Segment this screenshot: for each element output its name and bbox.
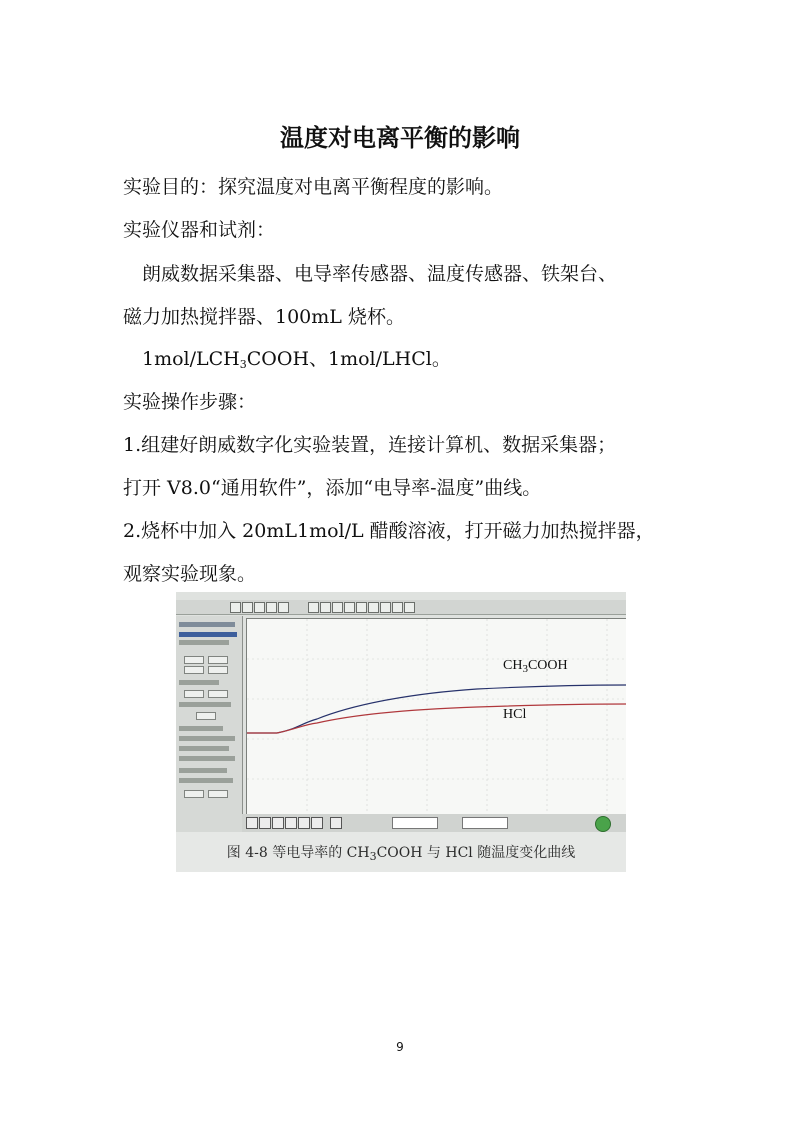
caption-subscript: 3 <box>369 850 377 863</box>
step2-line-2: 观察实验现象。 <box>123 563 257 585</box>
side-panel-button <box>184 656 204 664</box>
side-panel-row <box>179 640 229 645</box>
reagents-line <box>142 350 451 370</box>
side-panel-button <box>184 790 204 798</box>
bottom-bar-button <box>272 817 284 829</box>
toolbar-button <box>320 602 331 613</box>
x-coordinate-field <box>392 817 438 829</box>
toolbar-button <box>242 602 253 613</box>
software-screen <box>176 592 626 832</box>
reagents-text-2: COOH、1mol/LHCl。 <box>246 348 451 370</box>
bottom-bar-button <box>298 817 310 829</box>
side-panel-row <box>179 736 235 741</box>
purpose-line <box>123 178 503 197</box>
caption-text-1: 图 4-8 等电导率的 CH <box>226 845 370 861</box>
curve-plot-svg <box>247 619 626 815</box>
side-panel-row <box>179 702 231 707</box>
side-panel-button <box>208 790 228 798</box>
curve-plot-area <box>246 618 626 816</box>
reagents-subscript: 3 <box>239 358 247 371</box>
toolbar-button <box>380 602 391 613</box>
side-panel-row <box>179 756 235 761</box>
step1-line-2: 打开 V8.0“通用软件”，添加“电导率-温度”曲线。 <box>123 477 542 499</box>
purpose-text: 探究温度对电离平衡程度的影响。 <box>218 176 504 198</box>
side-panel-row <box>179 632 237 637</box>
bottom-bar-button <box>259 817 271 829</box>
caption-text-2: COOH 与 HCl 随温度变化曲线 <box>376 845 576 861</box>
bottom-bar-button <box>285 817 297 829</box>
purpose-label: 实验目的： <box>123 176 219 198</box>
figure-caption <box>176 842 626 863</box>
software-side-panel <box>176 616 243 832</box>
hcl-curve-label: HCl <box>503 707 527 722</box>
reagents-text-1: 1mol/LCH <box>142 348 240 370</box>
acetic-label-text-2: COOH <box>527 658 568 673</box>
side-panel-button <box>184 666 204 674</box>
acetic-acid-curve-label <box>503 658 568 675</box>
y-coordinate-field <box>462 817 508 829</box>
toolbar-button <box>404 602 415 613</box>
side-panel-row <box>179 768 227 773</box>
toolbar-button <box>392 602 403 613</box>
toolbar-button <box>356 602 367 613</box>
instruments-line-2: 磁力加热搅拌器、100mL 烧杯。 <box>123 306 405 328</box>
experiment-screenshot-photo <box>176 592 626 872</box>
software-toolbar <box>176 600 626 615</box>
side-panel-row <box>179 680 219 685</box>
step1-line-1: 1.组建好朗威数字化实验装置，连接计算机、数据采集器； <box>123 434 617 456</box>
bottom-bar-button <box>311 817 323 829</box>
side-panel-button <box>208 666 228 674</box>
plot-grid <box>247 619 626 815</box>
toolbar-button <box>308 602 319 613</box>
toolbar-button <box>344 602 355 613</box>
side-panel-button <box>196 712 216 720</box>
toolbar-button <box>230 602 241 613</box>
side-panel-button <box>208 656 228 664</box>
instruments-heading: 实验仪器和试剂： <box>123 219 276 241</box>
software-bottom-bar <box>242 814 626 832</box>
page-number: 9 <box>396 1040 404 1054</box>
acetic-label-text-1: CH <box>503 658 523 673</box>
side-panel-button <box>184 690 204 698</box>
toolbar-button <box>266 602 277 613</box>
toolbar-button <box>278 602 289 613</box>
bottom-bar-button <box>246 817 258 829</box>
page-title: 温度对电离平衡的影响 <box>280 124 520 152</box>
toolbar-button <box>254 602 265 613</box>
step2-line-1: 2.烧杯中加入 20mL1mol/L 醋酸溶液，打开磁力加热搅拌器， <box>123 520 655 542</box>
side-panel-row <box>179 746 229 751</box>
side-panel-row <box>179 778 233 783</box>
side-panel-row <box>179 726 223 731</box>
instruments-line-1: 朗威数据采集器、电导率传感器、温度传感器、铁架台、 <box>142 263 618 285</box>
side-panel-row <box>179 622 235 627</box>
bottom-bar-button <box>330 817 342 829</box>
hcl-curve <box>247 704 626 733</box>
steps-heading: 实验操作步骤： <box>123 391 257 413</box>
status-indicator-icon <box>595 816 611 832</box>
side-panel-button <box>208 690 228 698</box>
toolbar-button <box>368 602 379 613</box>
toolbar-button <box>332 602 343 613</box>
acetic-label-subscript: 3 <box>522 663 528 675</box>
